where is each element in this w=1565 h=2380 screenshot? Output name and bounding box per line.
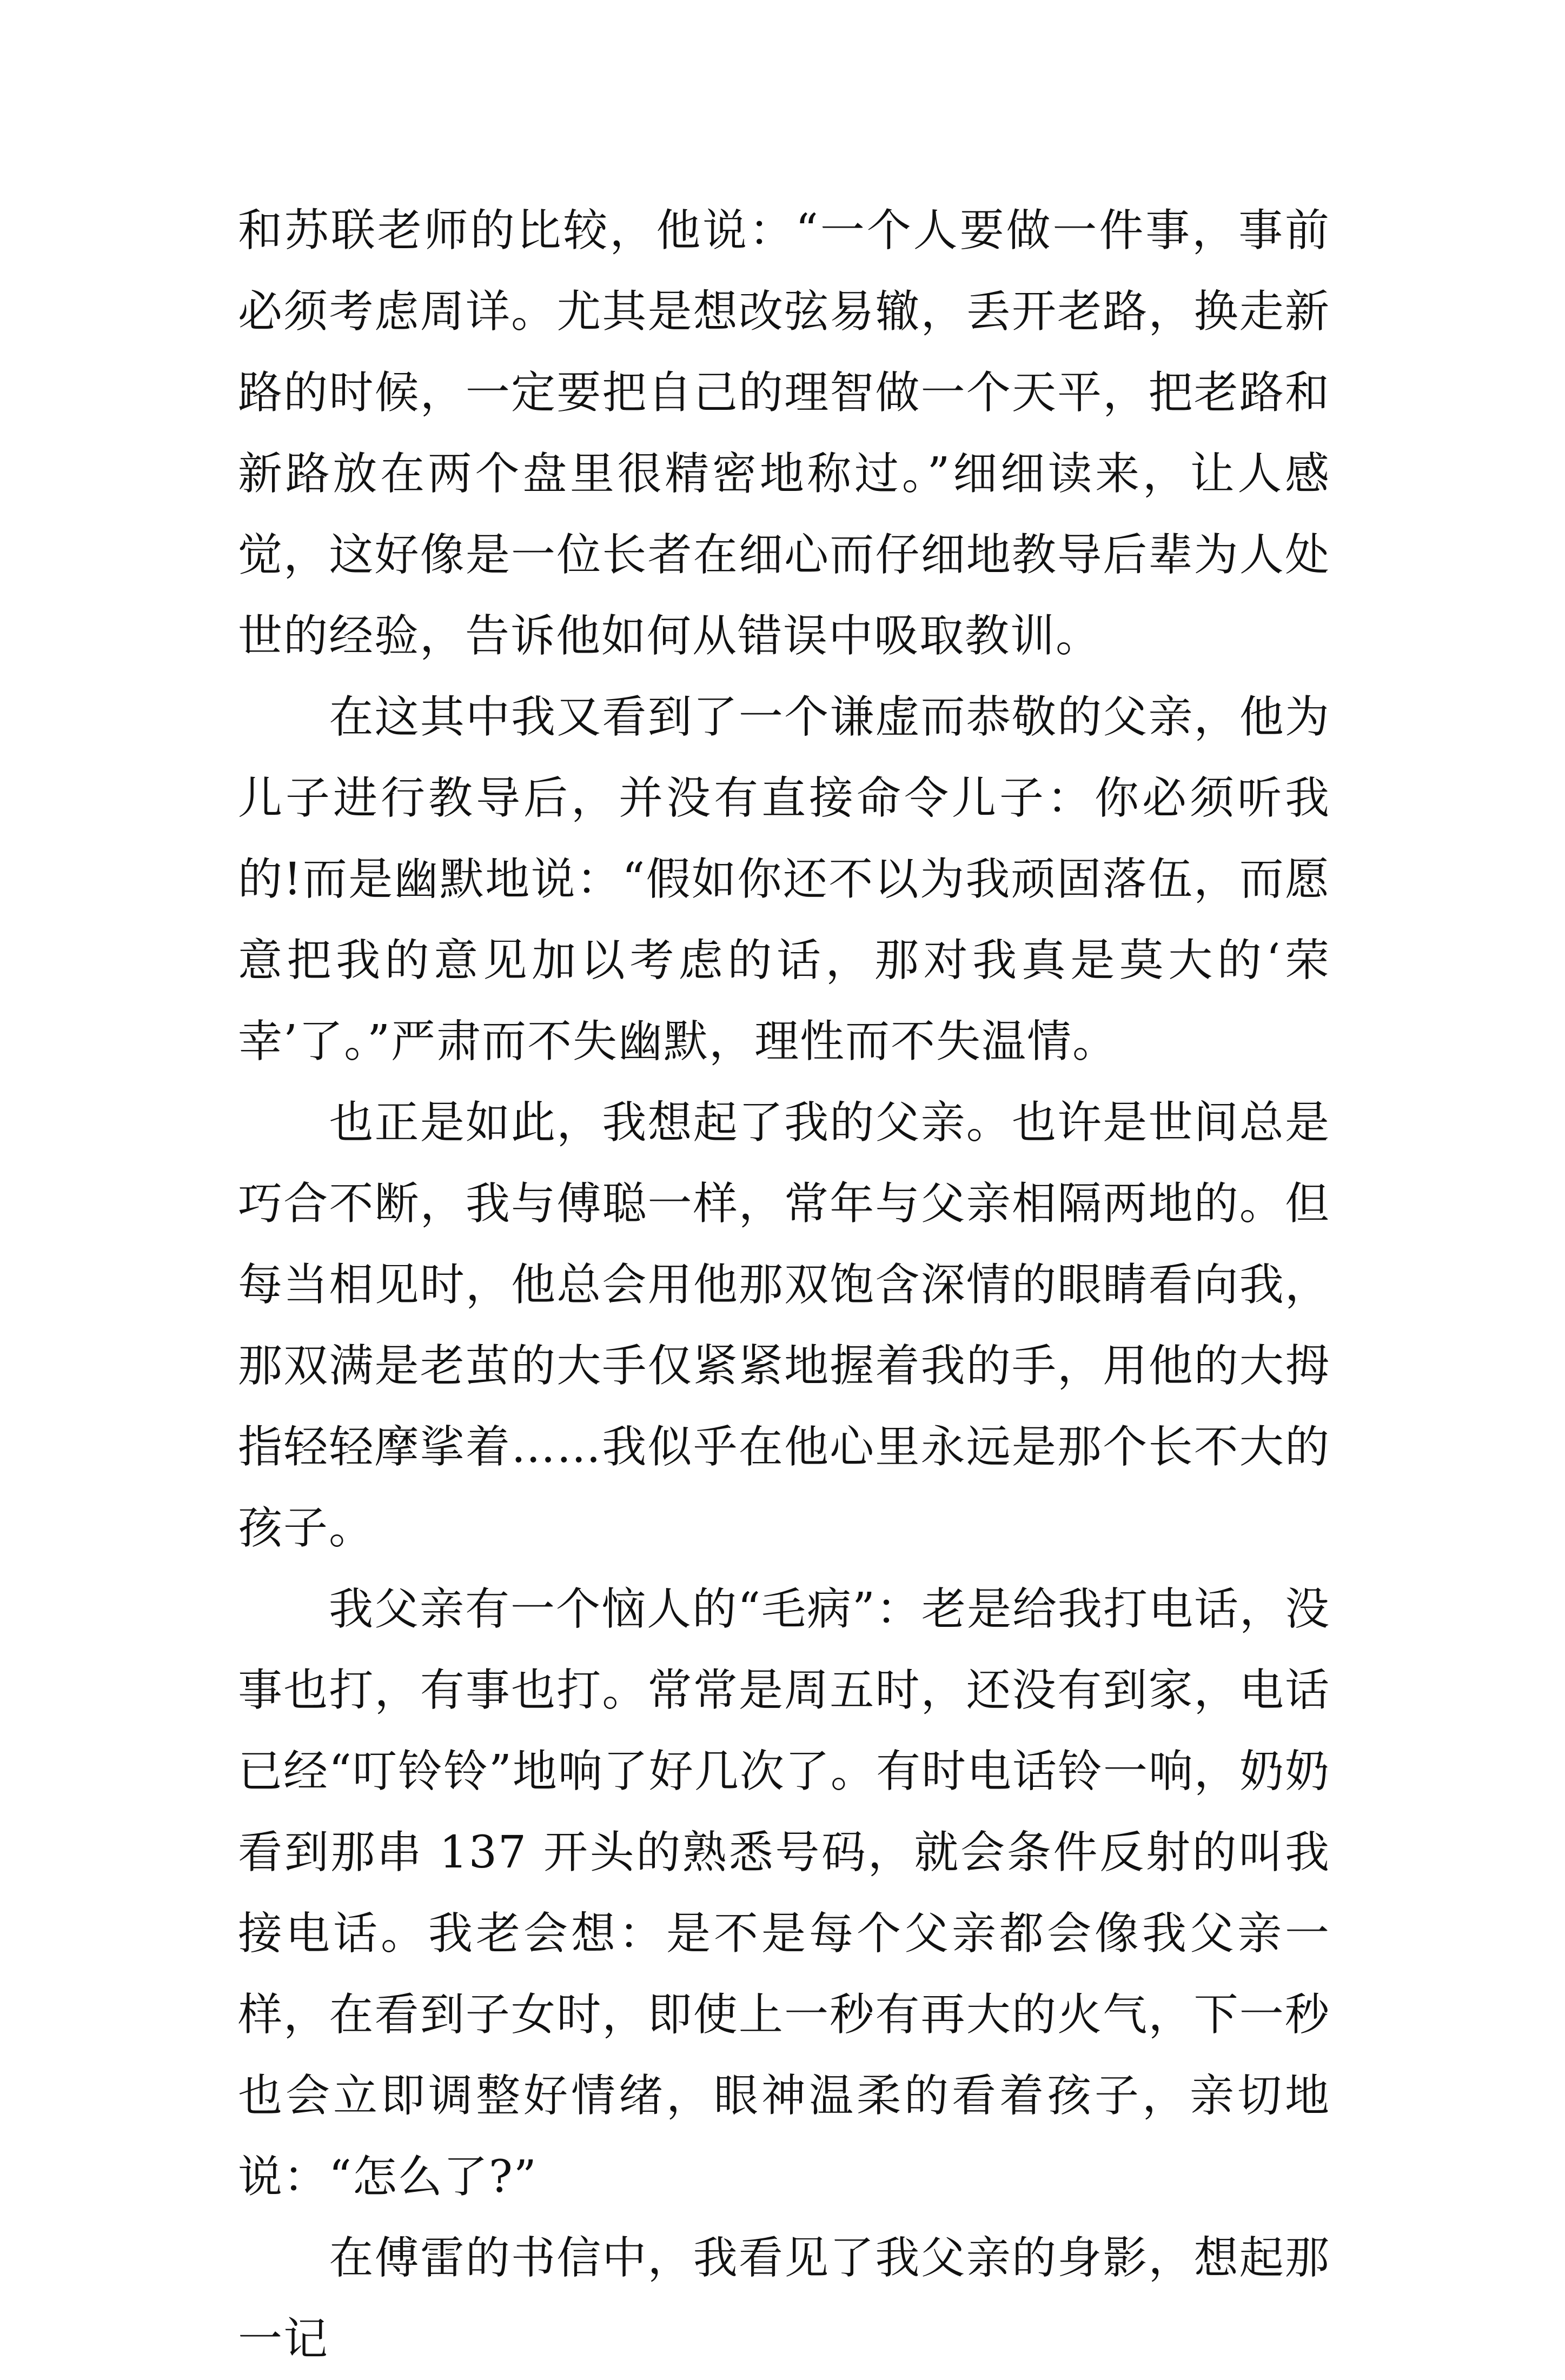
paragraph-5: 在傅雷的书信中，我看见了我父亲的身影，想起那一记 bbox=[238, 2232, 1330, 2365]
paragraph-3: 也正是如此，我想起了我的父亲。也许是世间总是巧合不断，我与傅聪一样，常年与父亲相隔两地的。但每当相见时，他总会用他那双饱含深情的眼睛看向我，那双满是老茧的大手仅紧紧地握着我的手，用他的大拇指轻轻摩挲着……我似乎在他心里永远是那个长不大的孩子。 bbox=[238, 1097, 1330, 1554]
paragraph-2: 在这其中我又看到了一个谦虚而恭敬的父亲，他为儿子进行教导后，并没有直接命令儿子：你必须听我的!而是幽默地说：“假如你还不以为我顽固落伍，而愿意把我的意见加以考虑的话，那对我真是莫大的‘荣幸’了。”严肃而不失幽默，理性而不失温情。 bbox=[238, 692, 1330, 1067]
paragraph-4: 我父亲有一个恼人的“毛病”：老是给我打电话，没事也打，有事也打。常常是周五时，还没有到家，电话已经“叮铃铃”地响了好几次了。有时电话铃一响，奶奶看到那串 137 开头的熟悉号码，就会条件反射的叫我接电话。我老会想：是不是每个父亲都会像我父亲一样，在看到子女时，即使上一秒有再大的火气，下一秒也会立即调整好情绪，眼神温柔的看着孩子，亲切地说：“怎么了?” bbox=[238, 1584, 1330, 2203]
document-body bbox=[238, 190, 1330, 2380]
paragraph-1: 和苏联老师的比较，他说：“一个人要做一件事，事前必须考虑周详。尤其是想改弦易辙，丢开老路，换走新路的时候，一定要把自己的理智做一个天平，把老路和新路放在两个盘里很精密地称过。”细细读来，让人感觉，这好像是一位长者在细心而仔细地教导后辈为人处世的经验，告诉他如何从错误中吸取教训。 bbox=[238, 205, 1330, 662]
